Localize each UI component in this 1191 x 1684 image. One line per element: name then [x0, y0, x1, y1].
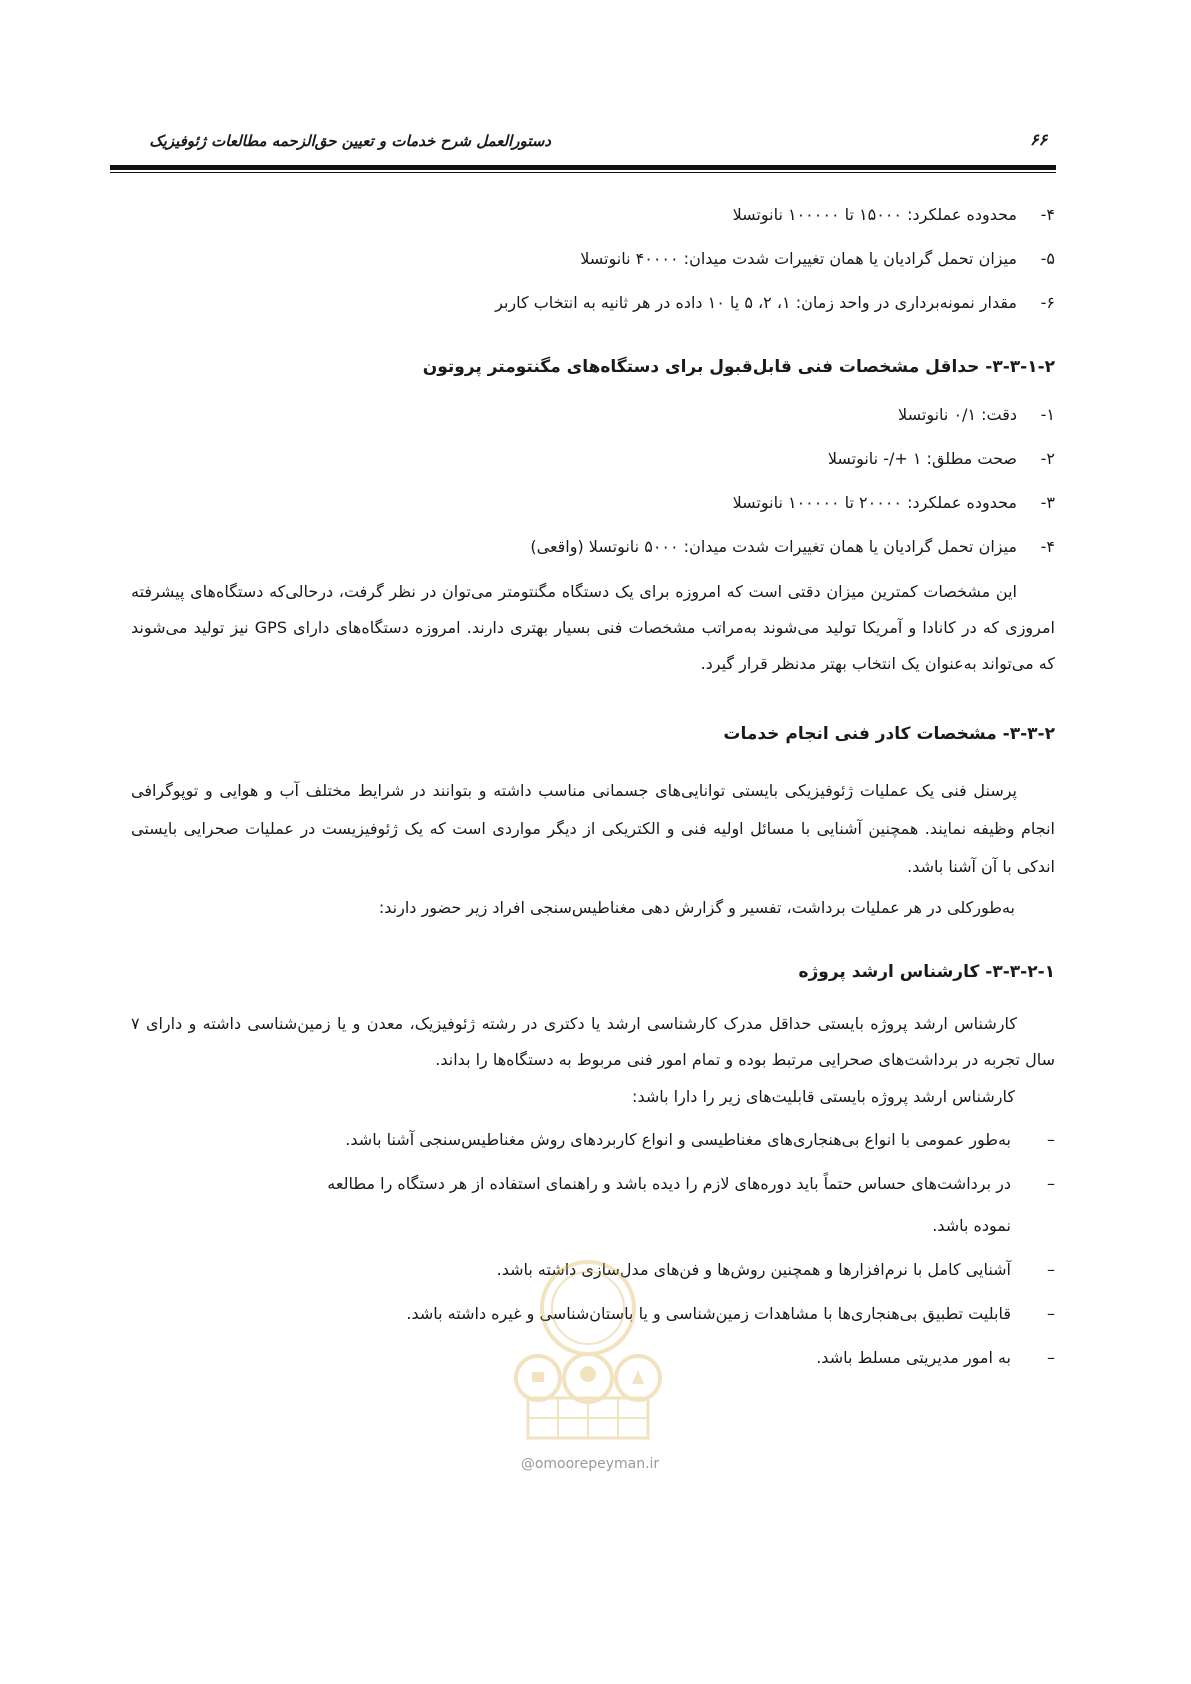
list-item: –در برداشت‌های حساس حتماً باید دوره‌های لازم را دیده باشد و راهنمای استفاده از هر دستگاه را مطالعه [327, 1174, 1055, 1193]
list-item-continuation: نموده باشد. [932, 1216, 1011, 1235]
list-item: ۶-مقدار نمونه‌برداری در واحد زمان: ۱، ۲، ۵ یا ۱۰ داده در هر ثانیه به انتخاب کاربر [495, 293, 1055, 312]
list-item: –به‌طور عمومی با انواع بی‌هنجاری‌های مغناطیسی و انواع کاربردهای روش مغناطیس‌سنجی آشنا باشد. [345, 1130, 1055, 1149]
list-item: ۴-محدوده عملکرد: ۱۵۰۰۰ تا ۱۰۰۰۰۰ نانوتسلا [732, 205, 1055, 224]
running-header-title: دستورالعمل شرح خدمات و تعیین حق‌الزحمه مطالعات ژئوفیزیک [149, 132, 551, 150]
body-paragraph: به‌طورکلی در هر عملیات برداشت، تفسیر و گزارش دهی مغناطیس‌سنجی افراد زیر حضور دارند: [378, 898, 1015, 917]
list-item: ۳-محدوده عملکرد: ۲۰۰۰۰ تا ۱۰۰۰۰۰ نانوتسلا [732, 493, 1055, 512]
header-rule [110, 165, 1056, 170]
list-item: –قابلیت تطبیق بی‌هنجاری‌ها با مشاهدات زمین‌شناسی و یا باستان‌شناسی و غیره داشته باشد. [406, 1304, 1055, 1323]
page-number: ۶۶ [1030, 130, 1048, 149]
watermark-url: @omoorepeyman.ir [520, 1456, 660, 1472]
list-item: –آشنایی کامل با نرم‌افزارها و همچنین روش‌ها و فن‌های مدل‌سازی داشته باشد. [496, 1260, 1055, 1279]
header-rule-thin [110, 172, 1056, 173]
list-item: ۲-صحت مطلق: ۱ +/- نانوتسلا [827, 449, 1055, 468]
list-item: ۴-میزان تحمل گرادیان یا همان تغییرات شدت میدان: ۵۰۰۰ نانوتسلا (واقعی) [530, 537, 1055, 556]
list-item: –به امور مدیریتی مسلط باشد. [816, 1348, 1055, 1367]
body-paragraph: پرسنل فنی یک عملیات ژئوفیزیکی بایستی توانایی‌های جسمانی مناسب داشته و بتوانند در شرایط مختلف آب و هوایی و توپوگرافی انجام وظیفه نمایند. همچنین آشنایی با مسائل اولیه فنی و الکتریکی از دیگر مواردی است که یک ژئوفیزیست در عملیات صحرایی بایستی اندکی با آن آشنا باشد. [131, 781, 1055, 876]
section-heading: ۳-۳-۲- مشخصات کادر فنی انجام خدمات [723, 724, 1055, 744]
body-paragraph: کارشناس ارشد پروژه بایستی قابلیت‌های زیر را دارا باشد: [632, 1087, 1015, 1106]
list-item: ۱-دقت: ۰/۱ نانوتسلا [898, 405, 1055, 424]
list-item: ۵-میزان تحمل گرادیان یا همان تغییرات شدت میدان: ۴۰۰۰۰ نانوتسلا [580, 249, 1055, 268]
section-heading: ۳-۳-۲-۱- کارشناس ارشد پروژه [798, 962, 1055, 982]
section-heading: ۳-۳-۱-۲- حداقل مشخصات فنی قابل‌قبول برای دستگاه‌های مگنتومتر پروتون [422, 357, 1055, 377]
body-paragraph: این مشخصات کمترین میزان دقتی است که امروزه برای یک دستگاه مگنتومتر می‌توان در نظر گرفت، درحالی‌که دستگاه‌های پیشرفته امروزی که در کانادا و آمریکا تولید می‌شوند به‌مراتب مشخصات فنی بسیار بهتری دارند. امروزه دستگاه‌های دارای GPS نیز تولید می‌شوند که می‌تواند به‌عنوان یک انتخاب بهتر مدنظر قرار گیرد. [131, 582, 1056, 673]
body-paragraph: کارشناس ارشد پروژه بایستی حداقل مدرک کارشناسی ارشد یا دکتری در رشته ژئوفیزیک، معدن و یا زمین‌شناسی داشته و دارای ۷ سال تجربه در برداشت‌های صحرایی مرتبط بوده و تمام امور فنی مربوط به دستگاه‌ها را بداند. [131, 1014, 1055, 1069]
watermark-logo [498, 1248, 678, 1448]
